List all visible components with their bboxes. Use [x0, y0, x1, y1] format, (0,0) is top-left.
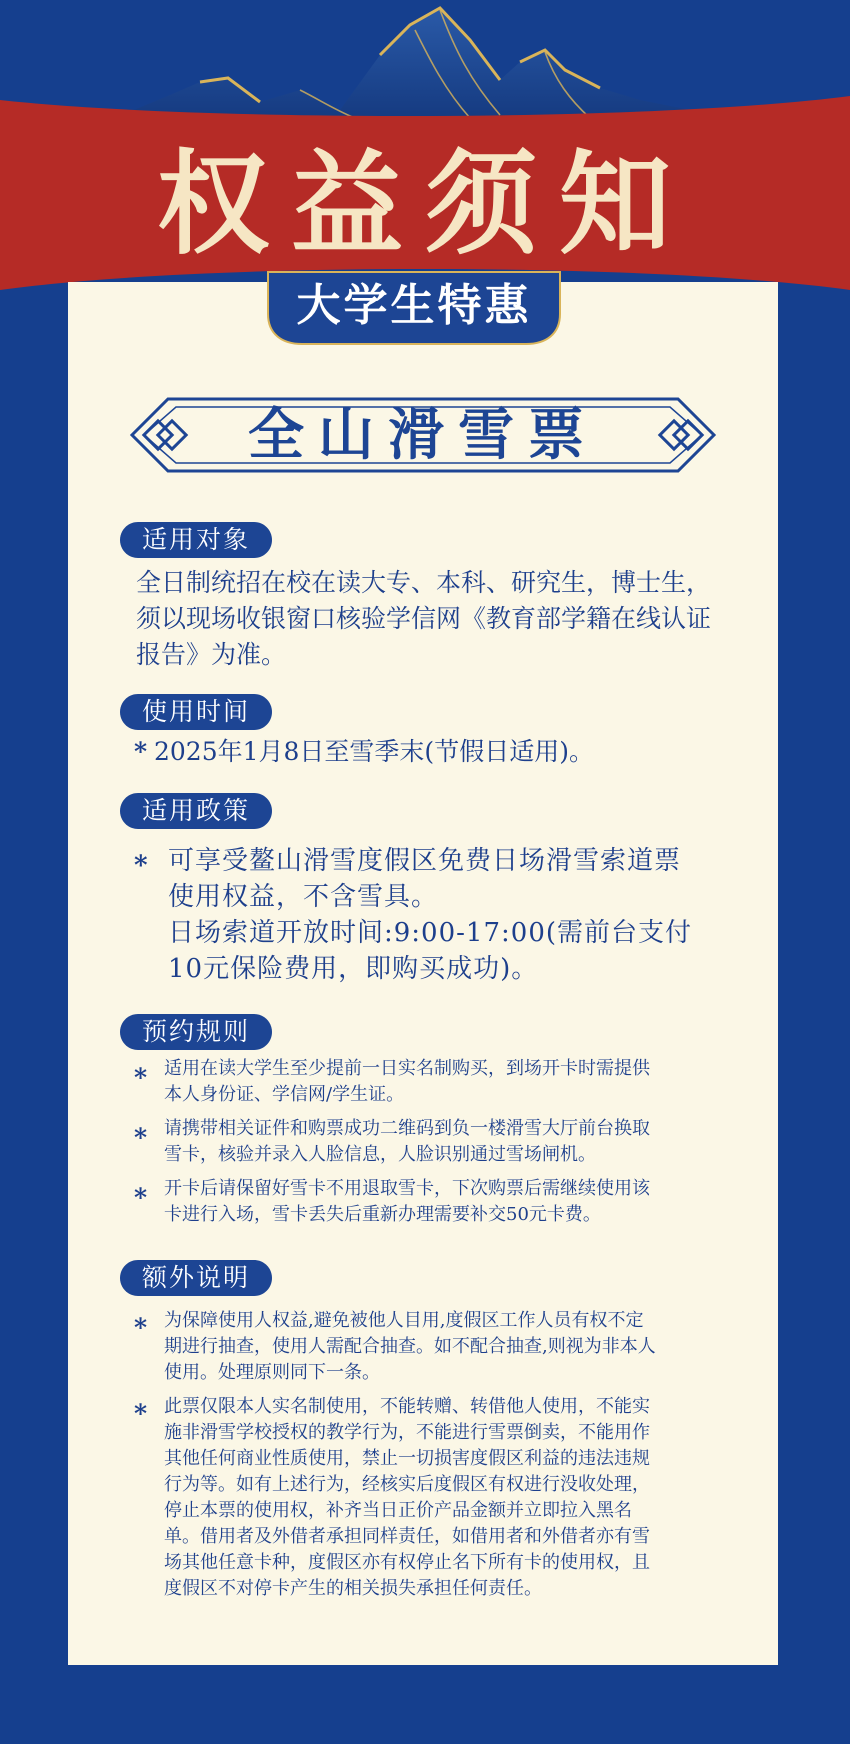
extra-line: 期进行抽查，使用人需配合抽查。如不配合抽查,则视为非本人 [164, 1336, 656, 1357]
policy-line: 可享受鳌山滑雪度假区免费日场滑雪索道票 [168, 846, 682, 876]
section-tag-time [120, 694, 272, 730]
audience-line: 全日制统招在校在读大专、本科、研究生，博士生， [136, 568, 712, 597]
bullet-star: * [134, 1399, 148, 1428]
section-label: 预约规则 [141, 1017, 250, 1046]
section-label: 适用对象 [141, 525, 250, 554]
booking-line: 雪卡，核验并录入人脸信息，人脸识别通过雪场闸机。 [164, 1144, 596, 1165]
section-tag-policy [120, 793, 272, 829]
section-tag-booking [120, 1014, 272, 1050]
bullet-star: * [134, 1183, 148, 1212]
extra-line: 为保障使用人权益,避免被他人目用,度假区工作人员有权不定 [164, 1310, 644, 1331]
extra-line: 此票仅限本人实名制使用，不能转赠、转借他人使用，不能实 [164, 1396, 650, 1417]
bullet-star: * [134, 1123, 148, 1152]
ticket-name: 全山滑雪票 [248, 402, 598, 468]
bullet-star: * [134, 737, 148, 766]
extra-line: 施非滑雪学校授权的教学行为，不能进行雪票倒卖，不能用作 [164, 1422, 650, 1443]
audience-line: 报告》为准。 [136, 640, 287, 669]
extra-line: 使用。处理原则同下一条。 [164, 1362, 380, 1383]
extra-line: 其他任何商业性质使用，禁止一切损害度假区利益的违法违规 [164, 1448, 650, 1469]
extra-line: 行为等。如有上述行为，经核实后度假区有权进行没收处理， [164, 1474, 650, 1495]
policy-line: 日场索道开放时间:9:00-17:00(需前台支付 [168, 918, 693, 948]
booking-line: 请携带相关证件和购票成功二维码到负一楼滑雪大厅前台换取 [164, 1118, 650, 1139]
section-tag-extra [120, 1260, 272, 1296]
extra-line: 度假区不对停卡产生的相关损失承担任何责任。 [164, 1578, 542, 1599]
bullet-star: * [134, 1313, 148, 1342]
policy-line: 使用权益，不含雪具。 [168, 882, 439, 912]
policy-line: 10元保险费用，即购买成功)。 [168, 954, 539, 984]
audience-line: 须以现场收银窗口核验学信网《教育部学籍在线认证 [136, 604, 712, 633]
booking-line: 开卡后请保留好雪卡不用退取雪卡，下次购票后需继续使用该 [164, 1178, 650, 1199]
booking-line: 卡进行入场，雪卡丢失后重新办理需要补交50元卡费。 [164, 1204, 601, 1225]
extra-line: 场其他任意卡种，度假区亦有权停止名下所有卡的使用权，且 [164, 1552, 650, 1573]
section-tag-audience [120, 522, 272, 558]
booking-line: 本人身份证、学信网/学生证。 [164, 1084, 405, 1105]
section-label: 使用时间 [141, 697, 250, 726]
bullet-star: * [134, 1063, 148, 1092]
section-label: 适用政策 [141, 796, 250, 825]
time-text: 2025年1月8日至雪季末(节假日适用)。 [154, 737, 594, 766]
bullet-star: * [134, 851, 149, 881]
booking-line: 适用在读大学生至少提前一日实名制购买，到场开卡时需提供 [164, 1058, 650, 1079]
section-label: 额外说明 [141, 1263, 250, 1292]
extra-line: 停止本票的使用权，补齐当日正价产品金额并立即拉入黑名 [164, 1500, 632, 1521]
page-title: 权益须知 [157, 139, 693, 270]
student-badge: 大学生特惠 [296, 280, 532, 331]
extra-line: 单。借用者及外借者承担同样责任，如借用者和外借者亦有雪 [164, 1526, 650, 1547]
